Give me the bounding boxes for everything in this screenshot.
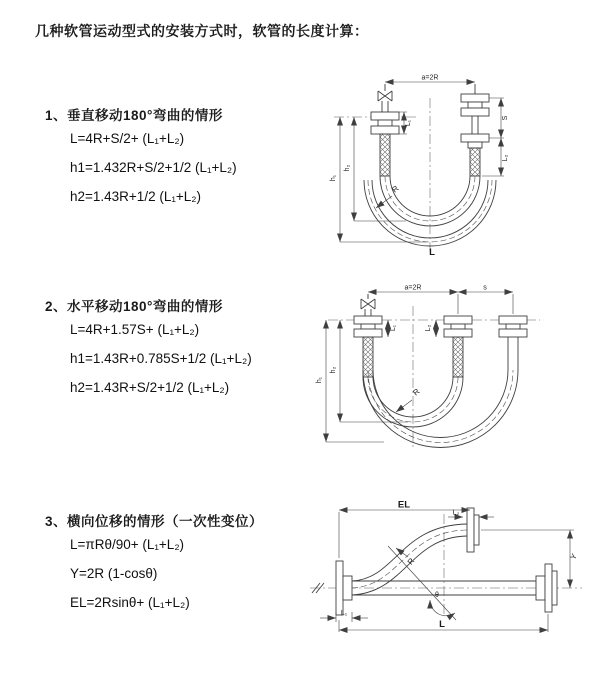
section-3-text bbox=[45, 510, 263, 617]
dim-label-end1: L₁ bbox=[340, 610, 348, 617]
flange-neck bbox=[506, 324, 520, 329]
flange bbox=[354, 316, 382, 324]
dim-label-length: L bbox=[439, 619, 445, 630]
hose-wall bbox=[352, 524, 467, 581]
flange bbox=[499, 316, 527, 324]
dim-label-radius: R bbox=[411, 386, 422, 398]
dim-label-end1: L₁ bbox=[390, 324, 397, 332]
flange bbox=[444, 316, 472, 324]
formula-line: L=4R+S/2+ (L₁+L₂) bbox=[70, 131, 185, 146]
hose-outer-wall bbox=[373, 370, 508, 438]
flange bbox=[336, 561, 343, 615]
section-1-heading: 1、垂直移动180°弯曲的情形 bbox=[45, 108, 223, 123]
flange bbox=[371, 112, 399, 120]
dim-label-end2: L₂ bbox=[502, 154, 509, 162]
dim-label-stroke: s bbox=[483, 284, 487, 292]
section-2-text bbox=[45, 295, 252, 402]
flange-neck bbox=[451, 324, 465, 329]
section-2-heading: 2、水平移动180°弯曲的情形 bbox=[45, 299, 223, 314]
diagram-horizontal-180-bend bbox=[308, 282, 598, 452]
section-3-heading: 3、横向位移的情形（一次性变位） bbox=[45, 514, 264, 529]
braided-hose-section bbox=[380, 134, 390, 176]
flange-neck bbox=[378, 120, 392, 126]
dim-label-span: a=2R bbox=[404, 284, 422, 292]
dim-label-h1: h₁ bbox=[330, 174, 337, 182]
dim-label-radius: R bbox=[405, 556, 417, 567]
flange-neck bbox=[343, 576, 352, 600]
radius-leader-arrow bbox=[396, 400, 412, 412]
dim-label-radius: R bbox=[390, 183, 401, 195]
formula-line: Y=2R (1-cosθ) bbox=[70, 566, 158, 581]
braided-hose-section bbox=[363, 337, 373, 377]
flange bbox=[371, 126, 399, 134]
hose-outer-wall bbox=[363, 370, 518, 448]
section-1-text bbox=[45, 104, 237, 211]
valve-icon bbox=[378, 84, 392, 101]
pipe-stub bbox=[382, 101, 388, 112]
dim-label-h1: h₁ bbox=[316, 376, 323, 384]
pipe-stub bbox=[472, 116, 478, 134]
formula-line: h2=1.43R+S/2+1/2 (L₁+L₂) bbox=[70, 380, 230, 395]
dim-label-h2: h₂ bbox=[344, 164, 351, 172]
formula-line: h2=1.43R+1/2 (L₁+L₂) bbox=[70, 189, 202, 204]
braided-hose-section bbox=[470, 148, 480, 176]
dim-label-end2: L₂ bbox=[452, 509, 460, 517]
dim-label-end2: L₂ bbox=[425, 324, 432, 332]
dim-label-y: Y bbox=[568, 552, 580, 562]
flange-neck bbox=[361, 324, 375, 329]
dim-label-stroke: S bbox=[502, 115, 509, 121]
page-title: 几种软管运动型式的安装方式时，软管的长度计算： bbox=[35, 23, 369, 39]
flange bbox=[467, 508, 474, 552]
flange bbox=[461, 94, 489, 102]
braided-hose-section bbox=[453, 337, 463, 377]
angle-arc bbox=[430, 600, 455, 616]
diagram-vertical-180-bend bbox=[310, 72, 595, 257]
flange-neck bbox=[536, 576, 545, 600]
flange-cap bbox=[474, 515, 479, 545]
flange bbox=[545, 564, 552, 612]
pipe-stub bbox=[508, 337, 518, 370]
dim-label-el: EL bbox=[397, 499, 411, 511]
flange-neck bbox=[468, 102, 482, 108]
flange-cap bbox=[552, 571, 557, 605]
dim-label-end1: L₁ bbox=[405, 119, 412, 127]
extension-lines bbox=[368, 294, 513, 314]
construction-line bbox=[388, 546, 456, 620]
flange bbox=[499, 329, 527, 337]
flange bbox=[461, 108, 489, 116]
flange bbox=[461, 134, 489, 142]
flange-neck bbox=[468, 142, 482, 148]
dim-label-length: L bbox=[429, 247, 435, 258]
diagram-lateral-displacement bbox=[296, 500, 596, 645]
flange bbox=[354, 329, 382, 337]
dim-label-h2: h₂ bbox=[330, 366, 337, 374]
formula-line: EL=2Rsinθ+ (L₁+L₂) bbox=[70, 595, 190, 610]
formula-line: L=4R+1.57S+ (L₁+L₂) bbox=[70, 322, 200, 337]
formula-line: h1=1.43R+0.785S+1/2 (L₁+L₂) bbox=[70, 351, 252, 366]
dim-label-span: a=2R bbox=[421, 74, 439, 82]
formula-line: L=πRθ/90+ (L₁+L₂) bbox=[70, 537, 185, 552]
flange bbox=[444, 329, 472, 337]
dim-label-theta: θ bbox=[435, 592, 439, 599]
formula-line: h1=1.432R+S/2+1/2 (L₁+L₂) bbox=[70, 160, 237, 175]
